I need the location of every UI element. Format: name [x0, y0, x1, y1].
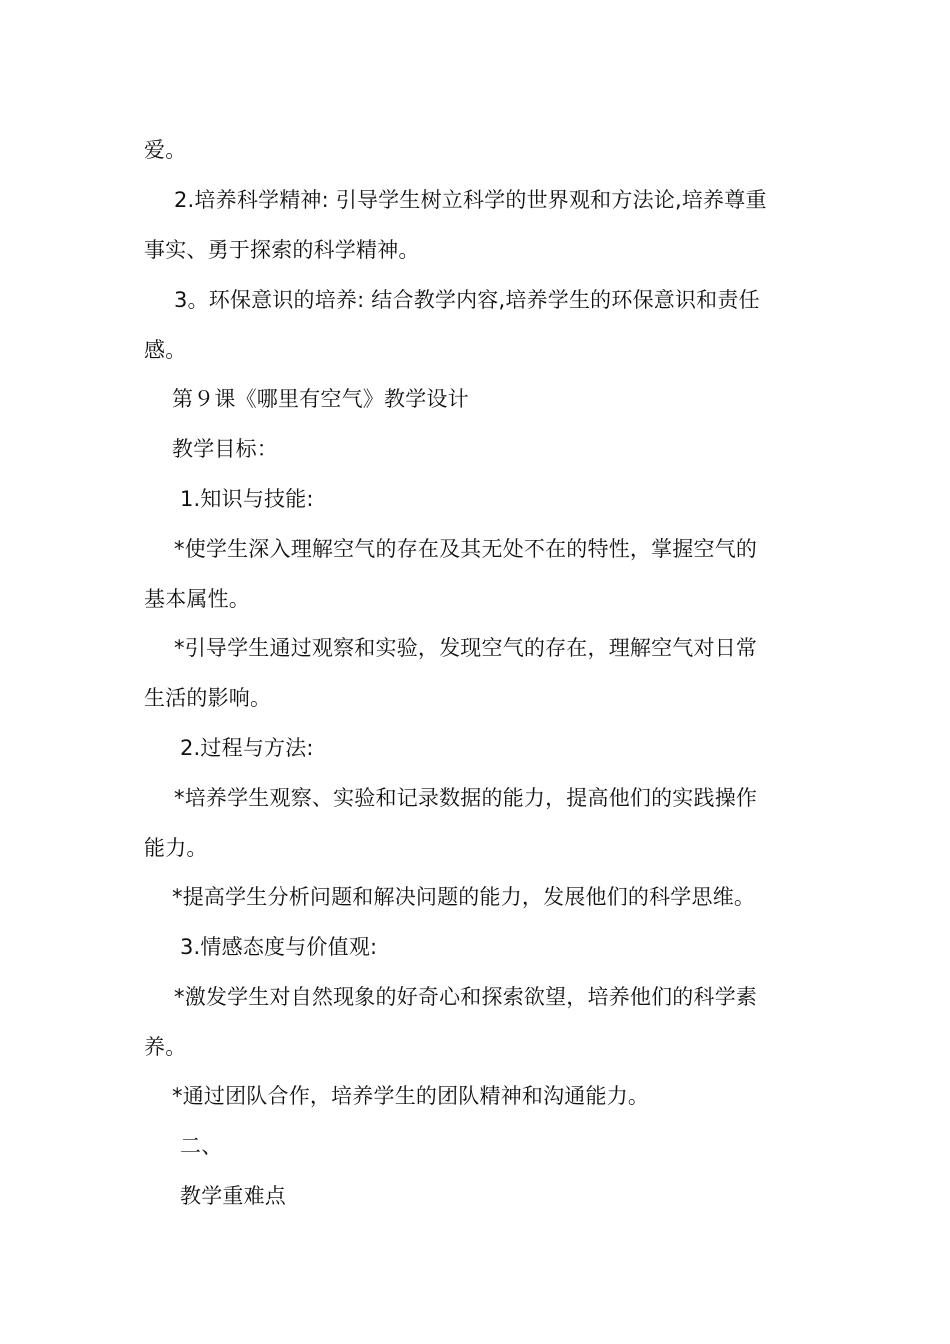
- lesson-title: 第９课《哪里有空气》教学设计: [172, 387, 469, 411]
- text-line: 基本属性。: [144, 587, 250, 611]
- text-line: *培养学生观察、实验和记录数据的能力，提高他们的实践操作: [174, 786, 758, 810]
- section-heading: 教学重难点: [180, 1184, 286, 1208]
- subsection-heading: 1.知识与技能:: [180, 487, 314, 511]
- text-line: 2.培养科学精神: 引导学生树立科学的世界观和方法论,培养尊重: [174, 188, 767, 212]
- text-line: *使学生深入理解空气的存在及其无处不在的特性，掌握空气的: [174, 537, 758, 561]
- text-line: *提高学生分析问题和解决问题的能力，发展他们的科学思维。: [172, 885, 756, 909]
- section-number: 二、: [180, 1134, 223, 1158]
- subsection-heading: 3.情感态度与价值观:: [180, 935, 378, 959]
- text-line: 生活的影响。: [144, 686, 272, 710]
- section-heading: 教学目标：: [172, 437, 278, 461]
- text-line: 3。环保意识的培养: 结合教学内容,培养学生的环保意识和责任: [174, 288, 760, 312]
- text-line: 养。: [144, 1035, 187, 1059]
- text-line: 能力。: [144, 836, 208, 860]
- text-line: 爱。: [144, 138, 187, 162]
- text-line: *通过团队合作，培养学生的团队精神和沟通能力。: [172, 1084, 650, 1108]
- text-line: 事实、勇于探索的科学精神。: [144, 238, 420, 262]
- text-line: *激发学生对自然现象的好奇心和探索欲望，培养他们的科学素: [174, 985, 758, 1009]
- subsection-heading: 2.过程与方法:: [180, 736, 314, 760]
- text-line: *引导学生通过观察和实验，发现空气的存在，理解空气对日常: [174, 636, 758, 660]
- text-line: 感。: [144, 338, 187, 362]
